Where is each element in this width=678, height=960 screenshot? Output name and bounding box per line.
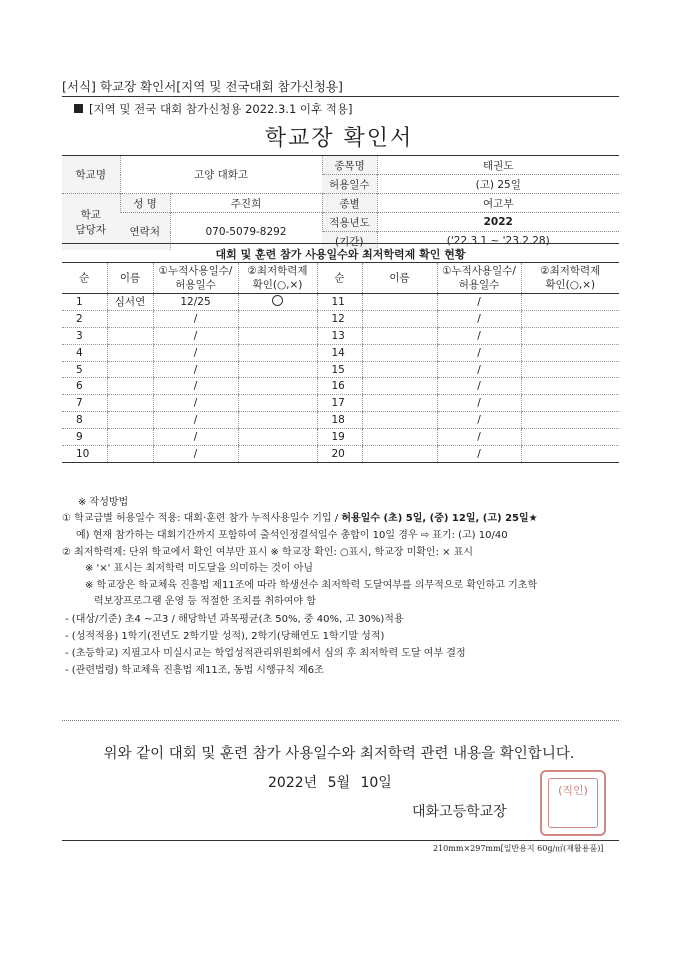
row-number: 4 <box>62 344 107 361</box>
row-check-right <box>521 378 619 395</box>
row-name-right <box>362 378 437 395</box>
year-label <box>322 213 377 232</box>
row-days-right: / <box>437 361 521 378</box>
row-check-right <box>521 429 619 446</box>
table-row <box>62 412 619 429</box>
header-days-right-line1: ①누적사용일수/ <box>442 265 516 277</box>
row-days: / <box>153 344 238 361</box>
row-name <box>107 412 153 429</box>
instruction-line-4: ※ '×' 표시는 최저학력 미도달을 의미하는 것이 아님 <box>85 563 314 574</box>
row-days: / <box>153 361 238 378</box>
category-label: 종별 <box>322 194 377 213</box>
row-check <box>238 378 317 395</box>
status-title: 대회 및 훈련 참가 사용일수와 최저학력제 확인 현황 <box>62 243 619 262</box>
row-name-right <box>362 310 437 327</box>
row-number-right: 19 <box>317 429 362 446</box>
row-days-right: / <box>437 310 521 327</box>
row-check <box>238 344 317 361</box>
bottom-rule <box>62 840 619 841</box>
table-row <box>62 361 619 378</box>
instruction-line-1 <box>62 509 538 524</box>
row-check <box>238 327 317 344</box>
event-value: 태권도 <box>377 156 619 175</box>
row-days: / <box>153 378 238 395</box>
row-number-right: 15 <box>317 361 362 378</box>
header-days-line2: 허용일수 <box>175 279 216 291</box>
row-name <box>107 327 153 344</box>
row-number: 7 <box>62 395 107 412</box>
header-check <box>238 263 317 294</box>
phone-value: 070-5079-8292 <box>170 213 322 251</box>
instruction-line-3: ② 최저학력제: 단위 학교에서 확인 여부만 표시 ※ 학교장 확인: ○표시, 학교장 미확인: × 표시 <box>62 547 474 558</box>
row-number: 8 <box>62 412 107 429</box>
row-number-right: 16 <box>317 378 362 395</box>
event-label: 종목명 <box>322 156 377 175</box>
table-row <box>62 310 619 327</box>
header-days-right <box>437 263 521 294</box>
row-check <box>238 412 317 429</box>
circle-mark-icon <box>272 295 283 306</box>
row-number: 10 <box>62 446 107 463</box>
header-check-right <box>521 263 619 294</box>
row-days: / <box>153 327 238 344</box>
row-number-right: 12 <box>317 310 362 327</box>
row-days: / <box>153 310 238 327</box>
row-check-right <box>521 361 619 378</box>
notice <box>74 101 353 117</box>
page-title: 학교장 확인서 <box>264 126 414 151</box>
row-check <box>238 361 317 378</box>
row-name <box>107 395 153 412</box>
table-row <box>62 429 619 446</box>
row-check <box>238 446 317 463</box>
header-name: 이름 <box>107 263 153 294</box>
table-row <box>62 395 619 412</box>
table-header-row <box>62 263 619 294</box>
notice-text: [지역 및 전국 대회 참가신청용 2022.3.1 이후 적용] <box>89 102 353 116</box>
row-number-right: 18 <box>317 412 362 429</box>
header-no-right: 순 <box>317 263 362 294</box>
row-number-right: 11 <box>317 294 362 311</box>
row-check <box>238 395 317 412</box>
row-number: 5 <box>62 361 107 378</box>
school-label: 학교명 <box>62 156 120 194</box>
instruction-line-1a: ① 학교급별 허용일수 적용: 대회·훈련 참가 누적사용일수 기입 / <box>62 513 342 524</box>
status-table <box>62 262 619 463</box>
phone-label: 연락처 <box>120 213 170 251</box>
instructions-heading: ※ 작성방법 <box>78 497 129 508</box>
row-name-right <box>362 344 437 361</box>
name-value: 주진희 <box>170 194 322 213</box>
row-days-right: / <box>437 395 521 412</box>
row-name-right <box>362 294 437 311</box>
header-check-line1: ②최저학력제 <box>247 265 308 277</box>
instruction-line-1b: 허용일수 (초) 5일, (중) 12일, (고) 25일★ <box>341 513 538 524</box>
row-days-right: / <box>437 378 521 395</box>
row-name <box>107 429 153 446</box>
header-days-line1: ①누적사용일수/ <box>158 265 233 277</box>
row-number-right: 20 <box>317 446 362 463</box>
table-row <box>62 446 619 463</box>
confirm-text: 위와 같이 대회 및 훈련 참가 사용일수와 최저학력 관련 내용을 확인합니다. <box>103 746 575 762</box>
row-name-right <box>362 395 437 412</box>
allowed-days-label: 허용일수 <box>322 175 377 194</box>
separator <box>62 720 619 721</box>
row-days: / <box>153 429 238 446</box>
row-days: 12/25 <box>153 294 238 311</box>
row-days-right: / <box>437 327 521 344</box>
header-check-line2: 확인(○,×) <box>252 279 303 291</box>
date: 2022년 5월 10일 <box>268 775 392 791</box>
row-check <box>238 310 317 327</box>
year-label-2: (기간) <box>322 232 377 251</box>
header-days-right-line2: 허용일수 <box>458 279 500 291</box>
instruction-line-2: 예) 현재 참가하는 대회기간까지 포함하여 출석인정결석일수 총합이 10일 경우 ⇨ 표기: (고) 10/40 <box>76 530 508 541</box>
row-days-right: / <box>437 412 521 429</box>
row-check-right <box>521 344 619 361</box>
form-label: [서식] 학교장 확인서[지역 및 전국대회 참가신청용] <box>62 79 343 94</box>
header-name-right: 이름 <box>362 263 437 294</box>
row-name <box>107 378 153 395</box>
instruction-line-8: - (성적적용) 1학기(전년도 2학기말 성적), 2학기(당해연도 1학기말 성적) <box>65 631 385 642</box>
school-value: 고양 대화고 <box>120 156 322 194</box>
row-name-right <box>362 327 437 344</box>
table-row <box>62 344 619 361</box>
header-check-right-line1: ②최저학력제 <box>540 265 601 277</box>
period-value: ('22.3.1 ~ '23.2.28) <box>377 232 619 251</box>
contact-group-label-2: 담당자 <box>75 224 106 236</box>
seal-text: (직인) <box>548 778 598 828</box>
contact-group-label <box>62 194 120 251</box>
row-check-right <box>521 395 619 412</box>
row-name <box>107 310 153 327</box>
row-name-right <box>362 446 437 463</box>
row-number-right: 13 <box>317 327 362 344</box>
row-name: 심서연 <box>107 294 153 311</box>
row-number: 3 <box>62 327 107 344</box>
seal-stamp <box>540 770 606 836</box>
row-check <box>238 294 317 311</box>
row-days-right: / <box>437 294 521 311</box>
contact-group-label-1: 학교 <box>80 209 101 221</box>
instruction-line-6: 력보장프로그램 운영 등 적절한 조치를 취하여야 함 <box>94 596 316 607</box>
row-check-right <box>521 310 619 327</box>
row-number-right: 17 <box>317 395 362 412</box>
row-name <box>107 344 153 361</box>
info-table <box>62 155 619 250</box>
top-rule <box>62 96 619 97</box>
row-name <box>107 446 153 463</box>
row-name-right <box>362 429 437 446</box>
name-label: 성 명 <box>120 194 170 213</box>
instruction-line-9: - (초등학교) 지필고사 미실시교는 학업성적관리위원회에서 심의 후 최저학력 도달 여부 결정 <box>65 648 466 659</box>
row-check-right <box>521 327 619 344</box>
row-check-right <box>521 412 619 429</box>
row-days: / <box>153 446 238 463</box>
paper-note: 210mm×297mm[일반용지 60g/㎡(재활용품)] <box>433 844 604 853</box>
row-name-right <box>362 361 437 378</box>
row-name <box>107 361 153 378</box>
header-check-right-line2: 확인(○,×) <box>545 279 596 291</box>
allowed-days-value: (고) 25일 <box>377 175 619 194</box>
instruction-line-5: ※ 학교장은 학교체육 진흥법 제11조에 따라 학생선수 최저학력 도달여부를 의무적으로 확인하고 기초학 <box>85 580 538 591</box>
signer: 대화고등학교장 <box>412 804 507 820</box>
row-days-right: / <box>437 446 521 463</box>
row-name-right <box>362 412 437 429</box>
instruction-line-7: - (대상/기준) 초4 ~고3 / 해당학년 과목평균(초 50%, 중 40%, 고 30%)적용 <box>65 614 404 625</box>
square-bullet-icon <box>74 104 83 113</box>
year-value: 2022 <box>377 213 619 232</box>
row-number: 1 <box>62 294 107 311</box>
row-number: 6 <box>62 378 107 395</box>
row-check <box>238 429 317 446</box>
table-row <box>62 327 619 344</box>
row-check-right <box>521 446 619 463</box>
row-days-right: / <box>437 429 521 446</box>
instruction-line-10: - (관련법령) 학교체육 진흥법 제11조, 동법 시행규칙 제6조 <box>65 665 324 676</box>
header-no: 순 <box>62 263 107 294</box>
year-label-1: 적용년도 <box>329 216 370 229</box>
row-number-right: 14 <box>317 344 362 361</box>
category-value: 여고부 <box>377 194 619 213</box>
header-days <box>153 263 238 294</box>
row-check-right <box>521 294 619 311</box>
row-number: 9 <box>62 429 107 446</box>
row-days: / <box>153 412 238 429</box>
table-row <box>62 294 619 311</box>
table-row <box>62 378 619 395</box>
row-days: / <box>153 395 238 412</box>
row-number: 2 <box>62 310 107 327</box>
row-days-right: / <box>437 344 521 361</box>
